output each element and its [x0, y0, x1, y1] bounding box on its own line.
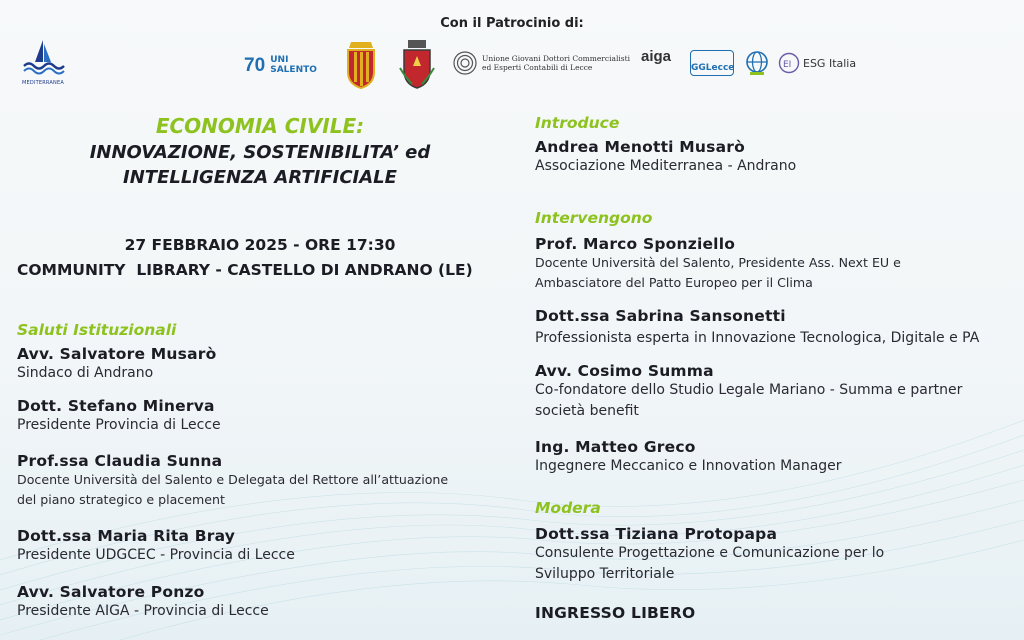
- person-name: Dott.ssa Tiziana Protopapa: [535, 525, 778, 543]
- patrocinio-title: Con il Patrocinio di:: [440, 16, 584, 31]
- event-venue: COMMUNITY LIBRARY - CASTELLO DI ANDRANO (LE): [17, 261, 473, 279]
- saluti-person: [17, 452, 497, 510]
- unisalento-text2: SALENTO: [270, 65, 317, 75]
- udgc-line2: ed Esperti Contabili di Lecce: [482, 63, 593, 72]
- title-line1: ECONOMIA CIVILE:: [155, 114, 365, 138]
- person-role: Professionista esperta in Innovazione Tecnologica, Digitale e PA: [535, 330, 980, 346]
- speaker: [535, 235, 1015, 293]
- intervengono-heading: Intervengono: [535, 209, 653, 227]
- person-role: Presidente UDGCEC - Provincia di Lecce: [17, 547, 295, 563]
- person-name: Avv. Salvatore Musarò: [17, 345, 217, 363]
- esg-logo: [778, 52, 856, 74]
- unisalento-text1: UNI: [270, 55, 289, 65]
- esg-circle-icon: [778, 52, 800, 74]
- person-name: Prof. Marco Sponziello: [535, 235, 736, 253]
- saluti-person: [17, 527, 497, 566]
- person-role-cont: società benefit: [535, 403, 639, 419]
- fingerprint-icon: [452, 50, 478, 76]
- speaker: [535, 438, 1015, 477]
- comune-crest-icon: [398, 38, 436, 90]
- ggl-logo: GGLecce: [690, 50, 734, 76]
- udgc-logo: [452, 50, 630, 76]
- person-role: Docente Università del Salento, Presidente Ass. Next EU e: [535, 255, 901, 270]
- title-line3: INTELLIGENZA ARTIFICIALE: [123, 167, 397, 188]
- ingresso-libero: INGRESSO LIBERO: [535, 604, 696, 622]
- unisalento-logo: [244, 55, 317, 77]
- person-role-cont: del piano strategico e placement: [17, 492, 225, 507]
- mediterranea-logo: [14, 38, 72, 86]
- person-name: Avv. Salvatore Ponzo: [17, 583, 205, 601]
- person-role-cont: Sviluppo Territoriale: [535, 566, 675, 582]
- person-name: Dott.ssa Sabrina Sansonetti: [535, 307, 786, 325]
- udgc-line1: Unione Giovani Dottori Commercialisti: [482, 54, 631, 63]
- person-name: Andrea Menotti Musarò: [535, 138, 745, 156]
- event-title: [0, 114, 520, 188]
- saluti-person: [17, 345, 497, 384]
- person-name: Dott.ssa Maria Rita Bray: [17, 527, 236, 545]
- introduce-heading: Introduce: [535, 114, 620, 132]
- globe-icon: [744, 50, 770, 76]
- person-name: Prof.ssa Claudia Sunna: [17, 452, 223, 470]
- speaker: [535, 362, 1015, 422]
- modera-heading: Modera: [535, 499, 601, 517]
- sailboat-icon: [18, 38, 68, 76]
- title-line2: INNOVAZIONE, SOSTENIBILITA’ ed: [89, 142, 431, 163]
- person-name: Dott. Stefano Minerva: [17, 397, 215, 415]
- moderator: [535, 525, 1015, 585]
- provincia-crest-icon: [343, 38, 379, 90]
- person-name: Avv. Cosimo Summa: [535, 362, 714, 380]
- person-role: Presidente AIGA - Provincia di Lecce: [17, 603, 269, 619]
- saluti-person: [17, 397, 497, 436]
- person-role: Sindaco di Andrano: [17, 365, 154, 381]
- person-name: Ing. Matteo Greco: [535, 438, 696, 456]
- person-role: Presidente Provincia di Lecce: [17, 417, 221, 433]
- esg-text: ESG Italia: [803, 56, 857, 70]
- saluti-person: [17, 583, 497, 622]
- speaker: [535, 307, 1015, 349]
- person-role: Ingegnere Meccanico e Innovation Manager: [535, 458, 842, 474]
- person-role: Docente Università del Salento e Delegata del Rettore all’attuazione: [17, 472, 449, 487]
- person-role: Co-fondatore dello Studio Legale Mariano - Summa e partner: [535, 382, 963, 398]
- unisalento-number: 70: [244, 55, 266, 76]
- aiga-logo: aiga: [641, 48, 672, 65]
- introduce-person: [535, 138, 1015, 177]
- saluti-heading: Saluti Istituzionali: [17, 321, 177, 339]
- person-role: Consulente Progettazione e Comunicazione per lo: [535, 545, 885, 561]
- svg-text:EI: EI: [783, 60, 792, 70]
- event-date: 27 FEBBRAIO 2025 - ORE 17:30: [124, 236, 396, 254]
- person-role: Associazione Mediterranea - Andrano: [535, 158, 797, 174]
- person-role-cont: Ambasciatore del Patto Europeo per il Clima: [535, 275, 813, 290]
- mediterranea-caption: MEDITERRANEA: [22, 80, 64, 86]
